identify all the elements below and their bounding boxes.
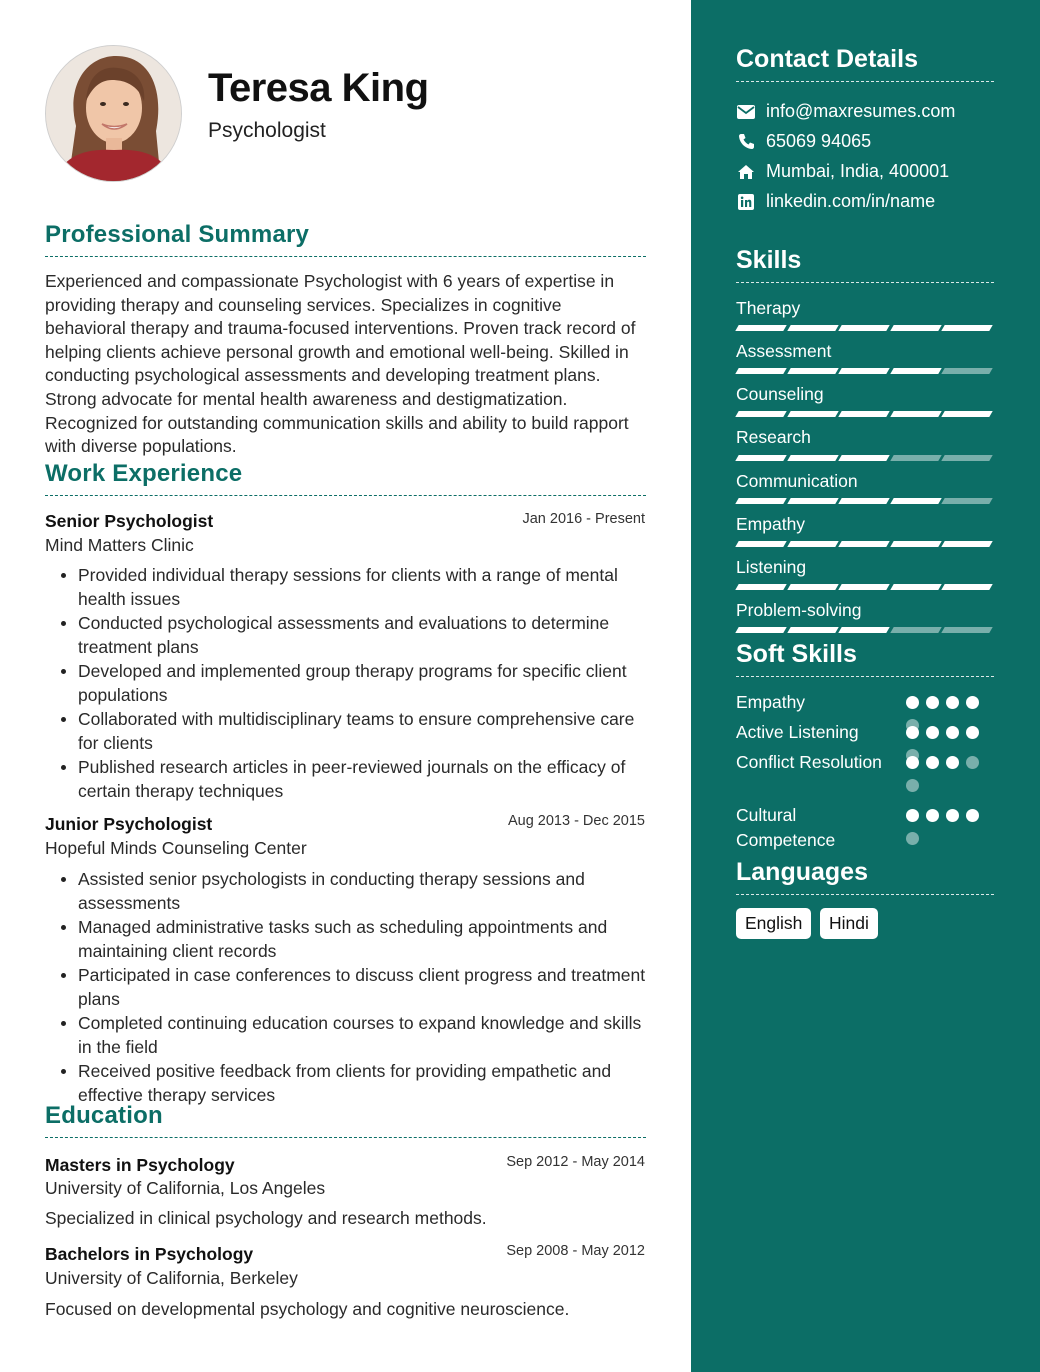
section-title-contact: Contact Details bbox=[736, 45, 994, 82]
job-org: Hopeful Minds Counseling Center bbox=[45, 838, 307, 858]
sidebar bbox=[691, 0, 1040, 1372]
skill-bar-segment bbox=[838, 455, 889, 461]
skill-bar-segment bbox=[838, 411, 889, 417]
skill-bar-segment bbox=[787, 584, 838, 590]
rating-dot bbox=[906, 726, 919, 739]
degree-title: Bachelors in Psychology bbox=[45, 1244, 254, 1264]
job-title: Junior Psychologist bbox=[45, 814, 213, 834]
skill-name: Assessment bbox=[736, 341, 832, 361]
contact-linkedin[interactable] bbox=[736, 191, 935, 212]
skill-bar-segment bbox=[890, 325, 941, 331]
job-date: Jan 2016 - Present bbox=[522, 511, 645, 527]
language-badge: Hindi bbox=[820, 908, 878, 939]
contact-email-text: info@maxresumes.com bbox=[766, 101, 956, 121]
phone-icon bbox=[736, 133, 756, 151]
list-item: Collaborated with multidisciplinary teams to ensure comprehensive care for clients bbox=[78, 707, 650, 755]
skill-name: Counseling bbox=[736, 384, 824, 404]
rating-dot bbox=[926, 696, 939, 709]
rating-dot bbox=[906, 756, 919, 769]
section-title-skills: Skills bbox=[736, 246, 994, 283]
skill-bar-segment bbox=[735, 455, 786, 461]
skill-bar bbox=[737, 541, 993, 547]
rating-dot bbox=[926, 726, 939, 739]
job-title: Senior Psychologist bbox=[45, 511, 214, 531]
skill-bar-segment bbox=[735, 411, 786, 417]
rating-dot bbox=[946, 696, 959, 709]
envelope-icon bbox=[736, 103, 756, 121]
skill-bar-segment bbox=[890, 541, 941, 547]
skill-bar-segment bbox=[890, 584, 941, 590]
skill-bar-segment bbox=[941, 325, 992, 331]
skill-bar bbox=[737, 627, 993, 633]
skill-name: Empathy bbox=[736, 514, 806, 534]
job-org: Mind Matters Clinic bbox=[45, 535, 194, 555]
contact-address-text: Mumbai, India, 400001 bbox=[766, 161, 950, 181]
skill-bar-segment bbox=[735, 541, 786, 547]
soft-skill-name: Cultural Competence bbox=[736, 805, 836, 850]
section-title-summary: Professional Summary bbox=[45, 221, 646, 257]
school-name: University of California, Los Angeles bbox=[45, 1178, 326, 1198]
list-item: Participated in case conferences to discuss client progress and treatment plans bbox=[78, 963, 650, 1011]
skill-bar-segment bbox=[787, 368, 838, 374]
list-item: Managed administrative tasks such as scheduling appointments and maintaining client records bbox=[78, 915, 650, 963]
rating-dot bbox=[926, 809, 939, 822]
skill-bar-segment bbox=[838, 627, 889, 633]
skill-bar-segment bbox=[838, 541, 889, 547]
skill-bar-segment bbox=[787, 325, 838, 331]
skill-name: Therapy bbox=[736, 298, 801, 318]
skill-bar-segment bbox=[890, 411, 941, 417]
skill-bar-segment bbox=[787, 455, 838, 461]
skill-bar-segment bbox=[838, 368, 889, 374]
skill-bar-segment bbox=[941, 411, 992, 417]
language-badge: English bbox=[736, 908, 811, 939]
skill-name: Research bbox=[736, 427, 811, 447]
rating-dot bbox=[906, 832, 919, 845]
skill-name: Communication bbox=[736, 471, 858, 491]
skill-bar-segment bbox=[787, 627, 838, 633]
skill-bar-segment bbox=[838, 584, 889, 590]
rating-dot bbox=[906, 779, 919, 792]
soft-skill-name: Active Listening bbox=[736, 722, 859, 742]
section-title-work: Work Experience bbox=[45, 460, 646, 496]
profile-photo bbox=[45, 45, 182, 182]
list-item: Published research articles in peer-reviewed journals on the efficacy of certain therapy techniques bbox=[78, 755, 650, 803]
skill-bar-segment bbox=[787, 498, 838, 504]
contact-email[interactable] bbox=[736, 101, 955, 122]
skill-bar-segment bbox=[941, 541, 992, 547]
skill-bar-segment bbox=[735, 325, 786, 331]
contact-phone[interactable] bbox=[736, 131, 871, 152]
rating-dot bbox=[966, 756, 979, 769]
rating-dot bbox=[966, 696, 979, 709]
school-name: University of California, Berkeley bbox=[45, 1268, 298, 1288]
section-title-soft-skills: Soft Skills bbox=[736, 640, 994, 677]
summary-text: Experienced and compassionate Psychologist with 6 years of expertise in providing therapy and counseling services. Specializes in cognitive behavioral therapy and trauma-focused interventions. Proven track record of helping clients achieve personal growth and emotional well-being. Skilled in conducting psychological assessments and developing treatment plans. Strong advocate for mental health awareness and destigmatization. Recognized for outstanding communication skills and ability to build rapport with diverse populations. bbox=[45, 271, 636, 457]
list-item: Conducted psychological assessments and evaluations to determine treatment plans bbox=[78, 611, 650, 659]
list-item: Developed and implemented group therapy programs for specific client populations bbox=[78, 659, 650, 707]
skill-bar-segment bbox=[838, 498, 889, 504]
rating-dot bbox=[966, 809, 979, 822]
job-bullets bbox=[78, 563, 650, 803]
skill-bar-segment bbox=[787, 411, 838, 417]
section-title-education: Education bbox=[45, 1102, 646, 1138]
soft-skill-name: Conflict Resolution bbox=[736, 752, 882, 772]
skill-bar-segment bbox=[890, 498, 941, 504]
contact-address bbox=[736, 161, 949, 182]
skill-bar-segment bbox=[735, 584, 786, 590]
skill-bar bbox=[737, 498, 993, 504]
rating-dot bbox=[906, 809, 919, 822]
skill-bar-segment bbox=[941, 368, 992, 374]
home-icon bbox=[736, 163, 756, 181]
skill-bar-segment bbox=[890, 627, 941, 633]
skill-bar-segment bbox=[890, 368, 941, 374]
list-item: Assisted senior psychologists in conducting therapy sessions and assessments bbox=[78, 867, 650, 915]
skill-bar-segment bbox=[941, 498, 992, 504]
rating-dot bbox=[946, 809, 959, 822]
degree-title: Masters in Psychology bbox=[45, 1155, 235, 1175]
rating-dot bbox=[946, 756, 959, 769]
section-title-languages: Languages bbox=[736, 858, 994, 895]
list-item: Provided individual therapy sessions for clients with a range of mental health issues bbox=[78, 563, 650, 611]
skill-bar-segment bbox=[735, 368, 786, 374]
skill-name: Problem-solving bbox=[736, 600, 862, 620]
skill-bar-segment bbox=[941, 584, 992, 590]
list-item: Completed continuing education courses to expand knowledge and skills in the field bbox=[78, 1011, 650, 1059]
skill-bar bbox=[737, 584, 993, 590]
skill-bar-segment bbox=[890, 455, 941, 461]
rating-dot bbox=[926, 756, 939, 769]
list-item: Received positive feedback from clients for providing empathetic and effective therapy services bbox=[78, 1059, 650, 1107]
skill-bar bbox=[737, 368, 993, 374]
skill-bar-segment bbox=[735, 498, 786, 504]
linkedin-icon bbox=[736, 193, 756, 211]
skill-bar-segment bbox=[941, 455, 992, 461]
job-date: Aug 2013 - Dec 2015 bbox=[507, 813, 645, 829]
skill-bar-segment bbox=[787, 541, 838, 547]
degree-date: Sep 2012 - May 2014 bbox=[506, 1154, 645, 1170]
candidate-title: Psychologist bbox=[208, 119, 326, 142]
rating-dot bbox=[906, 696, 919, 709]
soft-skill-name: Empathy bbox=[736, 692, 806, 712]
degree-date: Sep 2008 - May 2012 bbox=[506, 1243, 645, 1259]
skill-bar-segment bbox=[735, 627, 786, 633]
skill-name: Listening bbox=[736, 557, 807, 577]
rating-dot bbox=[946, 726, 959, 739]
degree-description: Specialized in clinical psychology and research methods. bbox=[45, 1208, 487, 1228]
contact-linkedin-text: linkedin.com/in/name bbox=[766, 191, 936, 211]
degree-description: Focused on developmental psychology and cognitive neuroscience. bbox=[45, 1299, 570, 1319]
skill-bar bbox=[737, 411, 993, 417]
candidate-name: Teresa King bbox=[208, 66, 429, 110]
skill-bar bbox=[737, 325, 993, 331]
skill-bar bbox=[737, 455, 993, 461]
job-bullets bbox=[78, 867, 650, 1107]
skill-bar-segment bbox=[838, 325, 889, 331]
contact-phone-text: 65069 94065 bbox=[766, 131, 872, 151]
skill-bar-segment bbox=[941, 627, 992, 633]
rating-dot bbox=[966, 726, 979, 739]
